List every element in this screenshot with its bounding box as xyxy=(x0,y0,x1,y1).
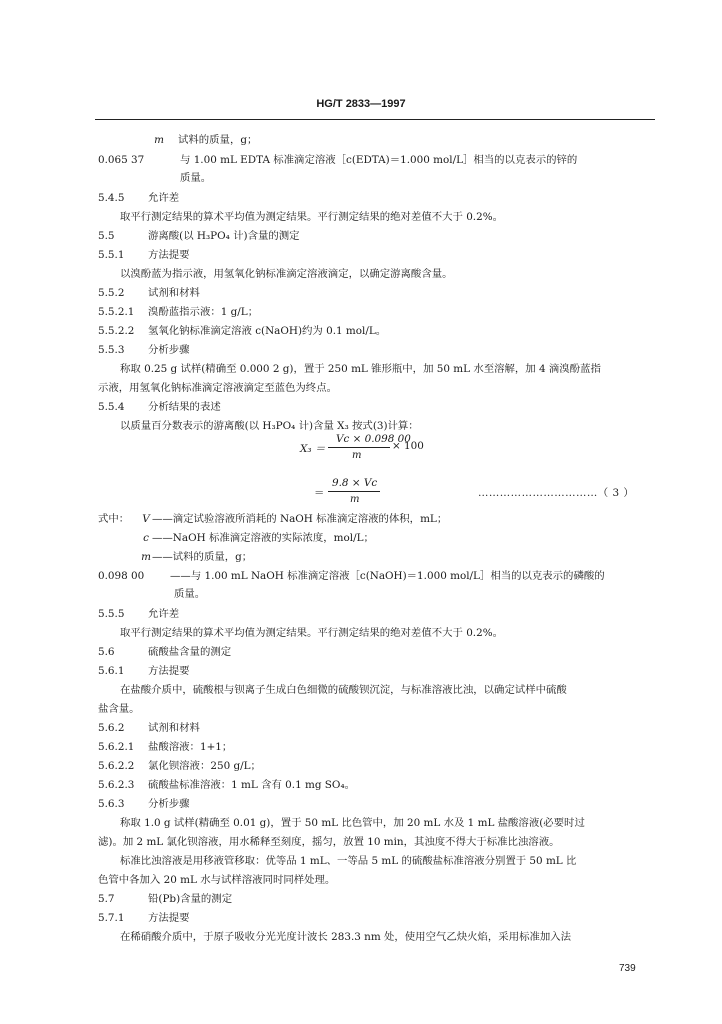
paragraph: 取平行测定结果的算术平均值为测定结果。平行测定结果的绝对差值不大于 0.2%。 xyxy=(120,627,503,639)
text-line: 质量。 xyxy=(180,172,212,184)
list-item: 5.6.2.3 硫酸盐标准溶液：1 mL 含有 0.1 mg SO₄。 xyxy=(98,779,356,791)
section-heading: 5.6 硫酸盐含量的测定 xyxy=(98,646,232,658)
section-heading: 5.4.5 允许差 xyxy=(98,192,180,204)
formula-denominator-2: m xyxy=(350,494,360,505)
formula-times: × 100 xyxy=(392,440,424,452)
page-number: 739 xyxy=(619,963,636,974)
list-item: 5.6.2.2 氯化钡溶液：250 g/L； xyxy=(98,760,261,772)
section-heading: 5.6.1 方法提要 xyxy=(98,665,190,677)
section-heading: 5.5 游离酸(以 H₃PO₄ 计)含量的测定 xyxy=(98,230,300,242)
where-item: 质量。 xyxy=(174,588,206,600)
fraction-bar-2 xyxy=(328,491,380,492)
text-line: m 试料的质量，g； xyxy=(154,134,258,146)
document-header: HG/T 2833—1997 xyxy=(316,98,406,110)
section-heading: 5.5.4 分析结果的表述 xyxy=(98,401,221,413)
section-heading: 5.7 铅(Pb)含量的测定 xyxy=(98,893,233,905)
section-heading: 5.5.5 允许差 xyxy=(98,608,180,620)
list-item: 5.6.2.1 盐酸溶液：1+1； xyxy=(98,741,233,753)
where-item: m——试料的质量，g； xyxy=(141,551,253,563)
where-item: c ——NaOH 标准滴定溶液的实际浓度，mol/L； xyxy=(143,532,374,544)
list-item: 5.5.2.1 溴酚蓝指示液：1 g/L； xyxy=(98,306,259,318)
formula-label: ……………………………（ 3 ） xyxy=(478,487,635,499)
paragraph: 称取 0.25 g 试样(精确至 0.000 2 g)，置于 250 mL 锥形瓶中，加 50 mL 水至溶解，加 4 滴溴酚蓝指 xyxy=(120,363,601,375)
section-heading: 5.6.2 试剂和材料 xyxy=(98,722,200,734)
section-heading: 5.5.2 试剂和材料 xyxy=(98,287,200,299)
list-item: 5.5.2.2 氢氧化钠标准滴定溶液 c(NaOH)约为 0.1 mol/L。 xyxy=(98,325,387,337)
paragraph: 标准比浊溶液是用移液管移取：优等品 1 mL、一等品 5 mL 的硫酸盐标准溶液分别置于 50 mL 比 xyxy=(120,855,577,867)
section-heading: 5.6.3 分析步骤 xyxy=(98,798,190,810)
header-rule xyxy=(95,119,655,120)
formula-lhs: X₃ ＝ xyxy=(300,443,326,455)
formula-equals: ＝ xyxy=(314,487,325,499)
where-item: 式中： V ——滴定试验溶液所消耗的 NaOH 标准滴定溶液的体积，mL； xyxy=(98,513,448,525)
section-heading: 5.5.3 分析步骤 xyxy=(98,344,190,356)
formula-numerator-2: 9.8 × Vc xyxy=(332,477,378,489)
paragraph: 在稀硝酸介质中，于原子吸收分光光度计波长 283.3 nm 处，使用空气乙炔火焰，采用标准加入法 xyxy=(120,931,572,943)
section-heading: 5.7.1 方法提要 xyxy=(98,912,190,924)
paragraph: 色管中各加入 20 mL 水与试样溶液同时同样处理。 xyxy=(98,874,336,886)
paragraph: 称取 1.0 g 试样(精确至 0.01 g)，置于 50 mL 比色管中，加 20 mL 水及 1 mL 盐酸溶液(必要时过 xyxy=(120,817,585,829)
paragraph: 盐含量。 xyxy=(98,703,140,715)
section-heading: 5.5.1 方法提要 xyxy=(98,249,190,261)
paragraph: 以溴酚蓝为指示液，用氢氧化钠标准滴定溶液滴定，以确定游离酸含量。 xyxy=(120,268,453,280)
paragraph: 滤)。加 2 mL 氯化钡溶液，用水稀释至刻度，摇匀，放置 10 min，其浊度不得大于标准比浊溶液。 xyxy=(98,836,560,848)
paragraph: 在盐酸介质中，硫酸根与钡离子生成白色细微的硫酸钡沉淀，与标准溶液比浊，以确定试样中硫酸 xyxy=(120,684,567,696)
paragraph: 以质量百分数表示的游离酸(以 H₃PO₄ 计)含量 X₃ 按式(3)计算： xyxy=(120,420,419,432)
formula-denominator-1: m xyxy=(352,450,362,461)
fraction-bar-1 xyxy=(328,447,390,448)
where-item: 0.098 00 ——与 1.00 mL NaOH 标准滴定溶液［c(NaOH)＝1.000 mol/L］相当的以克表示的磷酸的 xyxy=(98,570,605,582)
paragraph: 示液，用氢氧化钠标准滴定溶液滴定至蓝色为终点。 xyxy=(98,382,337,394)
paragraph: 取平行测定结果的算术平均值为测定结果。平行测定结果的绝对差值不大于 0.2%。 xyxy=(120,211,503,223)
formula-numerator-1: Vc × 0.098 00 xyxy=(336,433,411,445)
text-line: 0.065 37 与 1.00 mL EDTA 标准滴定溶液［c(EDTA)＝1.000 mol/L］相当的以克表示的锌的 xyxy=(98,154,578,166)
